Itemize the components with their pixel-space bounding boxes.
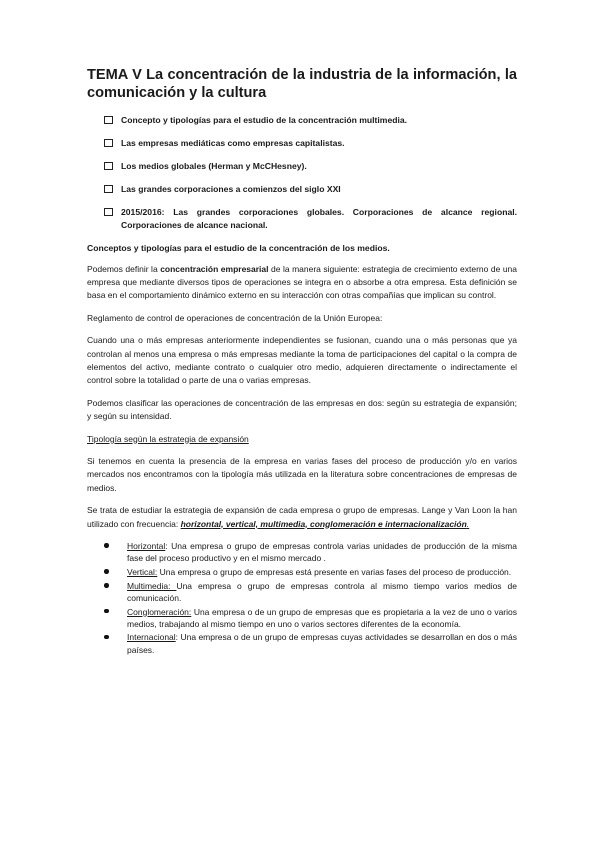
topic-item: Las grandes corporaciones a comienzos del siglo XXI	[87, 183, 517, 196]
bullet-icon	[104, 569, 109, 574]
bullet-icon	[104, 583, 109, 588]
type-item-vertical: Vertical: Una empresa o grupo de empresas está presente en varias fases del proceso de producción.	[87, 566, 517, 578]
bullet-icon	[104, 635, 109, 640]
type-list	[87, 540, 517, 656]
topic-item: Concepto y tipologías para el estudio de la concentración multimedia.	[87, 114, 517, 127]
bullet-icon	[104, 609, 109, 614]
regulation-paragraph: Reglamento de control de operaciones de concentración de la Unión Europea:	[87, 312, 383, 323]
page-title: TEMA V La concentración de la industria de la información, la comunicación y la cultura	[87, 67, 517, 101]
checkbox-square-icon	[104, 185, 113, 194]
topic-item: 2015/2016: Las grandes corporaciones globales. Corporaciones de alcance regional. Corporaciones de alcance nacional.	[87, 206, 517, 231]
document-body	[87, 66, 517, 657]
subheading: Tipología según la estrategia de expansión	[87, 433, 249, 444]
checkbox-square-icon	[104, 139, 113, 148]
checkbox-square-icon	[104, 162, 113, 171]
checkbox-square-icon	[104, 116, 113, 125]
topic-item: Las empresas mediáticas como empresas capitalistas.	[87, 137, 517, 150]
section-heading: Conceptos y tipologías para el estudio de la concentración de los medios.	[87, 242, 390, 253]
regulation-quote-paragraph: Cuando una o más empresas anteriormente independientes se fusionan, cuando una o más personas que ya controlan al menos una empresa o más empresas mediante la toma de participaciones del capital o la compra de elementos del activo, mediante contrato o cualquier otro medio, adquieren directamente o indirectamente el control sobre la totalidad o parte de una o varias empresas.	[87, 335, 517, 386]
definition-paragraph: Podemos definir la concentración empresarial de la manera siguiente: estrategia de crecimiento externo de una empresa que mediante diversos tipos de operaciones se integra en o absorbe a otra empresa. Esta definición se basa en el comportamiento dinámico externo en su interacción con otras compañías que implican su control.	[87, 263, 518, 301]
topic-item: Los medios globales (Herman y McCHesney).	[87, 160, 517, 173]
type-item-conglomeracion: Conglomeración: Una empresa o de un grupo de empresas que es propietaria a la vez de uno o varios medios, trabajando al mismo tiempo en uno o varios sectores diferentes de la economía.	[87, 606, 517, 630]
topic-year: 2015/2016	[121, 207, 162, 217]
strategy-list-emphasis: horizontal, vertical, multimedia, conglomeración e internacionalización	[180, 518, 467, 529]
typology-paragraph: Si tenemos en cuenta la presencia de la empresa en varias fases del proceso de producción y/o en varios mercados nos encontramos con la tipología más utilizada en la literatura sobre concentraciones de empresas de medios.	[87, 455, 517, 493]
key-term: concentración empresarial	[160, 263, 269, 274]
type-item-multimedia: Multimedia: Una empresa o grupo de empresas controla al mismo tiempo varios medios de comunicación.	[87, 580, 517, 604]
classification-paragraph: Podemos clasificar las operaciones de concentración de las empresas en dos: según su estrategia de expansión; y según su intensidad.	[87, 397, 517, 422]
strategy-paragraph: Se trata de estudiar la estrategia de expansión de cada empresa o grupo de empresas. Lange y Van Loon la han utilizado con frecuencia: horizontal, vertical, multimedia, conglomeración e internacionalización.	[87, 505, 517, 529]
topic-list	[87, 114, 517, 231]
type-item-internacional: Internacional: Una empresa o de un grupo de empresas cuyas actividades se desarrollan en dos o más países.	[87, 631, 517, 655]
bullet-icon	[104, 543, 109, 548]
checkbox-square-icon	[104, 208, 113, 217]
type-item-horizontal: Horizontal: Una empresa o grupo de empresas controla varias unidades de producción de la misma fase del proceso productivo y en el mismo mercado .	[87, 540, 517, 564]
